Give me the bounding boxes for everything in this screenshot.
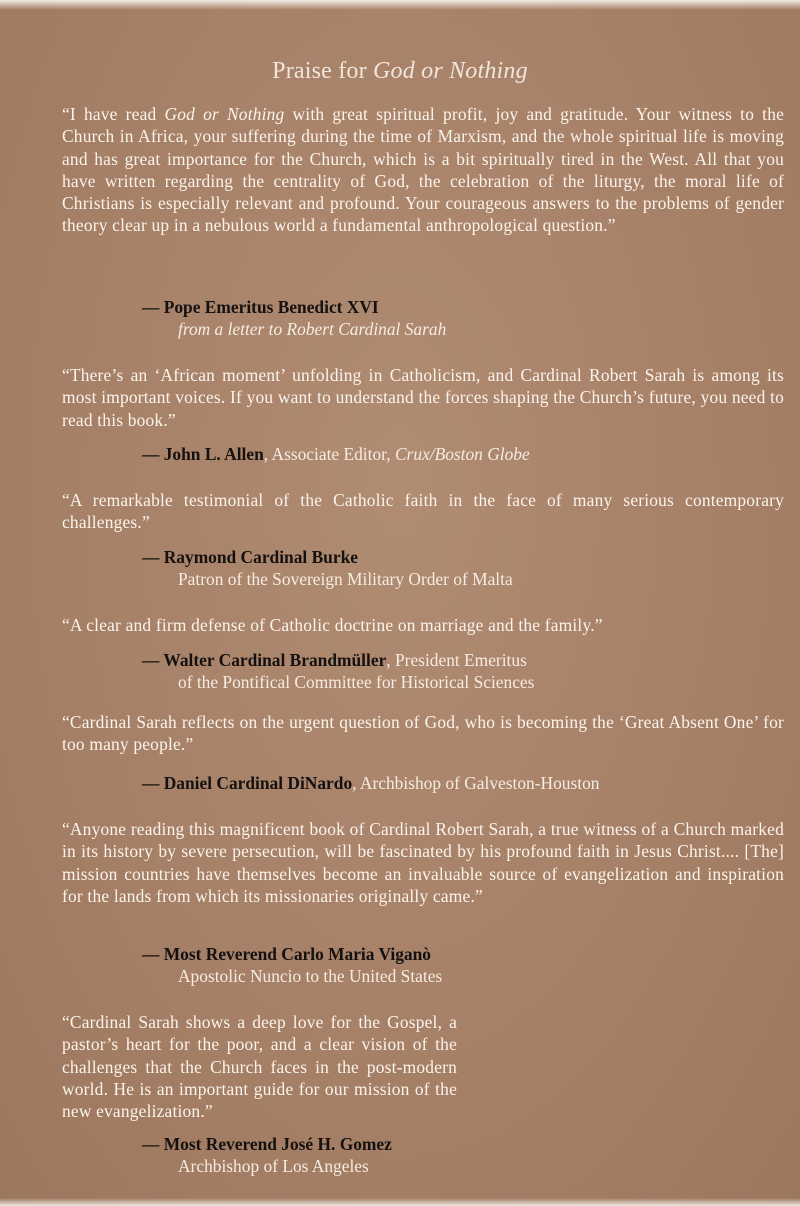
quote-gomez — [62, 1011, 457, 1122]
quote-text: “I have read — [62, 104, 165, 124]
attribution-name: — Daniel Cardinal DiNardo — [142, 773, 353, 793]
quote-text: “A clear and firm defense of Catholic doctrine on marriage and the family.” — [62, 615, 603, 635]
quote-text: “Cardinal Sarah reflects on the urgent question of God, who is becoming the ‘Great Absent One’ for too many people.” — [62, 712, 784, 755]
attribution-name: — Raymond Cardinal Burke — [142, 547, 358, 567]
quote-burke — [62, 489, 784, 534]
attribution-name: — Most Reverend José H. Gomez — [142, 1134, 392, 1154]
title-book: God or Nothing — [373, 58, 528, 84]
bottom-edge — [0, 1198, 800, 1206]
quote-dinardo — [62, 711, 784, 756]
quote-text: with great spiritual profit, joy and gratitude. Your witness to the Church in Africa, your suffering during the time of Marxism, and the whole spiritual life is moving and has great importance for the Church, which is a bit spiritually tired in the West. All that you have written regarding the centrality of God, the celebration of the liturgy, the moral life of Christians is especially relevant and profound. Your courageous answers to the problems of gender theory clear up in a nebulous world a fundamental anthropological question.” — [62, 104, 785, 236]
quote-text: “A remarkable testimonial of the Catholic faith in the face of many serious contemporary challenges.” — [62, 490, 784, 533]
attribution-gomez — [142, 1133, 392, 1178]
quote-book-title: God or Nothing — [164, 104, 285, 124]
quote-benedict — [62, 103, 784, 237]
attribution-detail-italic: Crux/Boston Globe — [394, 444, 530, 464]
attribution-detail-line: of the Pontifical Committee for Historical Sciences — [178, 672, 535, 693]
attribution-name: — John L. Allen — [142, 444, 264, 464]
attribution-benedict — [142, 296, 446, 341]
attribution-name: — Walter Cardinal Brandmüller — [142, 650, 387, 670]
attribution-burke — [142, 546, 513, 591]
quote-brandmuller — [62, 614, 784, 636]
attribution-dinardo — [142, 772, 599, 794]
attribution-name: — Most Reverend Carlo Maria Viganò — [142, 944, 431, 964]
attribution-vigano — [142, 943, 442, 988]
attribution-name: — Pope Emeritus Benedict XVI — [142, 297, 379, 317]
title-prefix: Praise for — [272, 58, 373, 84]
attribution-detail: from a letter to Robert Cardinal Sarah — [178, 319, 447, 340]
attribution-allen — [142, 443, 530, 465]
attribution-detail: , President Emeritus — [386, 650, 527, 670]
attribution-detail: , Archbishop of Galveston-Houston — [352, 773, 600, 793]
page-title — [0, 58, 800, 85]
quote-vigano — [62, 818, 784, 907]
quote-text: “Cardinal Sarah shows a deep love for the Gospel, a pastor’s heart for the poor, and a clear vision of the challenges that the Church faces in the post-modern world. He is an important guide for our mission of the new evangelization.” — [62, 1012, 457, 1122]
attribution-detail: Apostolic Nuncio to the United States — [178, 966, 443, 987]
quote-allen — [62, 364, 784, 431]
attribution-detail: Patron of the Sovereign Military Order of Malta — [178, 569, 513, 590]
quote-text: “There’s an ‘African moment’ unfolding in Catholicism, and Cardinal Robert Sarah is among its most important voices. If you want to understand the forces shaping the Church’s future, you need to read this book.” — [62, 365, 784, 430]
quote-text: “Anyone reading this magnificent book of Cardinal Robert Sarah, a true witness of a Church marked in its history by severe persecution, will be fascinated by his profound faith in Jesus Christ.... [The] mission countries have themselves become an invaluable source of evangelization and inspiration for the lands from which its missionaries originally came.” — [62, 819, 784, 906]
top-edge — [0, 0, 800, 10]
attribution-detail: , Associate Editor, — [263, 444, 395, 464]
attribution-brandmuller — [142, 649, 534, 694]
attribution-detail: Archbishop of Los Angeles — [178, 1156, 369, 1177]
